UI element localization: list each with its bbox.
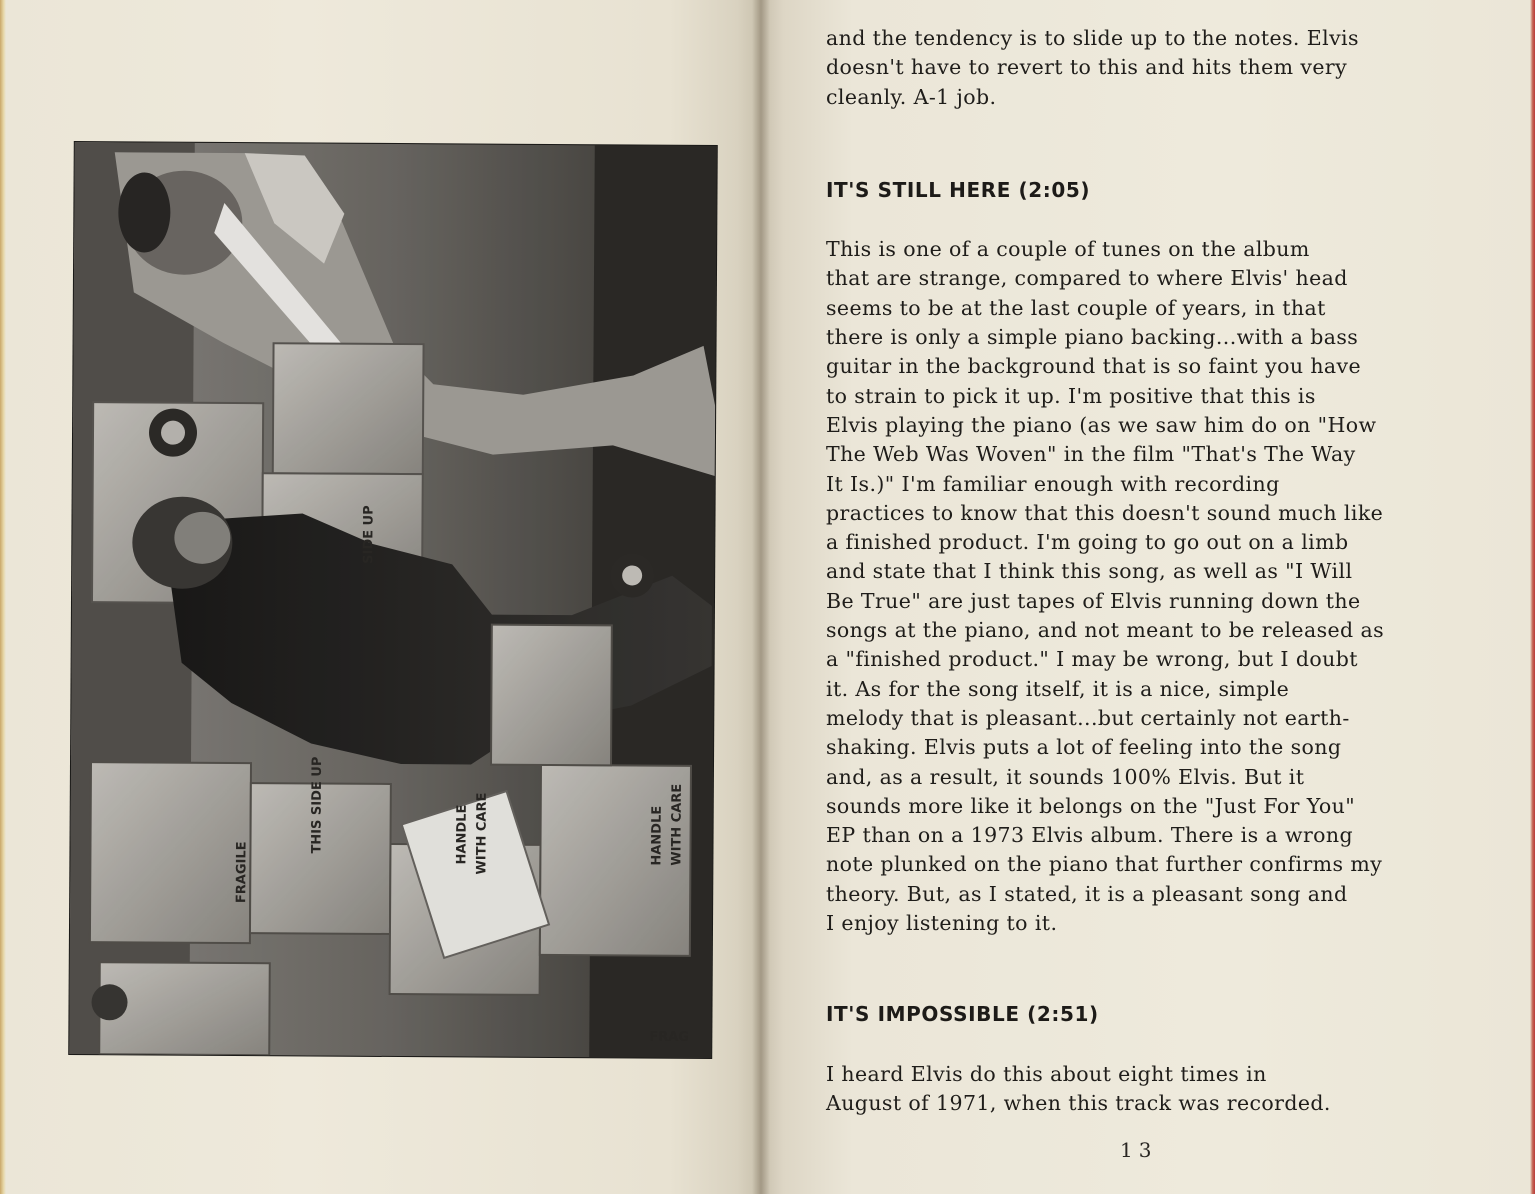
page-edge-right [1530, 0, 1535, 1194]
svg-text:WITH CARE: WITH CARE [474, 792, 490, 875]
svg-text:HANDLE: HANDLE [649, 805, 665, 866]
svg-text:WITH CARE: WITH CARE [669, 783, 685, 866]
svg-text:FRAG: FRAG [649, 1029, 690, 1045]
left-page [0, 0, 760, 1194]
section-heading-its-still-here: IT'S STILL HERE (2:05) [826, 177, 1091, 202]
page-edge-left [0, 0, 6, 1194]
photograph-icon [69, 142, 717, 1058]
svg-text:THIS SIDE UP: THIS SIDE UP [309, 756, 326, 854]
svg-text:SIDE UP: SIDE UP [361, 505, 377, 564]
book-gutter [752, 0, 770, 1194]
photo-box-label: HANDLE [454, 804, 470, 865]
section-body-its-still-here: This is one of a couple of tunes on the album that are strange, compared to where Elvis' head seems to be at the last couple of years, in that there is only a simple piano backing...with a bass guitar in the background that is so faint you have to strain to pick it up. I'm positive that this is Elvis playing the piano (as we saw him do on "How The Web Was Woven" in the film "That's The Way It Is.)" I'm familiar enough with recording practices to know that this doesn't sound much like a finished product. I'm going to go out on a limb and state that I think this song, as well as "I Will Be True" are just tapes of Elvis running down the songs at the piano, and not meant to be released as a "finished product." I may be wrong, but I doubt it. As for the song itself, it is a nice, simple melody that is pleasant...but certainly not earth- shaking. Elvis puts a lot of feeling into the song and, as a result, it sounds 100% Elvis. But it sounds more like it belongs on the "Just For You" EP than on a 1973 Elvis album. There is a wrong note plunked on the piano that further confirms my theory. But, as I stated, it is a pleasant song and I enjoy listening to it. [826, 237, 1385, 936]
photograph [69, 142, 717, 1058]
opening-paragraph: and the tendency is to slide up to the notes. Elvis doesn't have to revert to this and hits them very cleanly. A-1 job. [826, 26, 1359, 109]
section-body-its-impossible: I heard Elvis do this about eight times in August of 1971, when this track was recorded. [826, 1061, 1331, 1115]
article-text [826, 24, 1476, 1118]
page-number: 13 [1120, 1138, 1158, 1162]
svg-text:FRAGILE: FRAGILE [234, 841, 250, 904]
section-heading-its-impossible: IT'S IMPOSSIBLE (2:51) [826, 1002, 1099, 1027]
